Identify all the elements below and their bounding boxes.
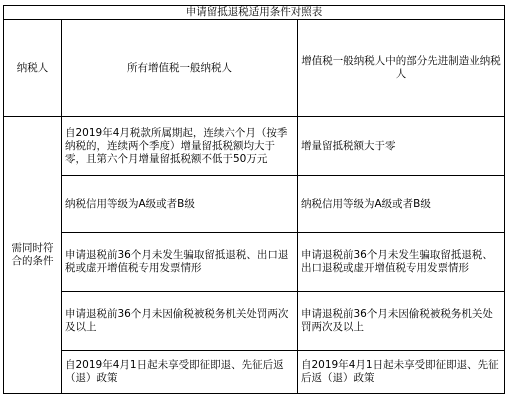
condition-advanced-2: 纳税信用等级为A级或者B级 — [298, 176, 505, 233]
table-row — [4, 233, 505, 292]
header-taxpayer: 纳税人 — [4, 20, 62, 117]
table-row — [4, 292, 505, 351]
condition-all-5: 自2019年4月1日起未享受即征即退、先征后返（退）政策 — [62, 351, 298, 394]
table-row — [4, 351, 505, 394]
header-advanced-manufacturing-taxpayers: 增值税一般纳税人中的部分先进制造业纳税人 — [298, 20, 505, 117]
condition-all-3: 申请退税前36个月未发生骗取留抵退税、出口退税或虚开增值税专用发票情形 — [62, 233, 298, 292]
condition-advanced-5: 自2019年4月1日起未享受即征即退、先征后返（退）政策 — [298, 351, 505, 394]
title-row — [4, 6, 505, 20]
table-row — [4, 117, 505, 176]
condition-all-4: 申请退税前36个月未因偷税被税务机关处罚两次及以上 — [62, 292, 298, 351]
condition-advanced-3: 申请退税前36个月未发生骗取留抵退税、出口退税或虚开增值税专用发票情形 — [298, 233, 505, 292]
header-row — [4, 20, 505, 117]
header-all-general-taxpayers: 所有增值税一般纳税人 — [62, 20, 298, 117]
condition-advanced-4: 申请退税前36个月未因偷税被税务机关处罚两次及以上 — [298, 292, 505, 351]
condition-all-2: 纳税信用等级为A级或者B级 — [62, 176, 298, 233]
condition-advanced-1: 增量留抵税额大于零 — [298, 117, 505, 176]
table-row — [4, 176, 505, 233]
table-title: 申请留抵退税适用条件对照表 — [4, 6, 505, 20]
condition-all-1: 自2019年4月税款所属期起，连续六个月（按季纳税的，连续两个季度）增量留抵税额均大于零，且第六个月增量留抵税额不低于50万元 — [62, 117, 298, 176]
row-label-conditions: 需同时符合的条件 — [4, 117, 62, 394]
comparison-table — [3, 5, 505, 394]
